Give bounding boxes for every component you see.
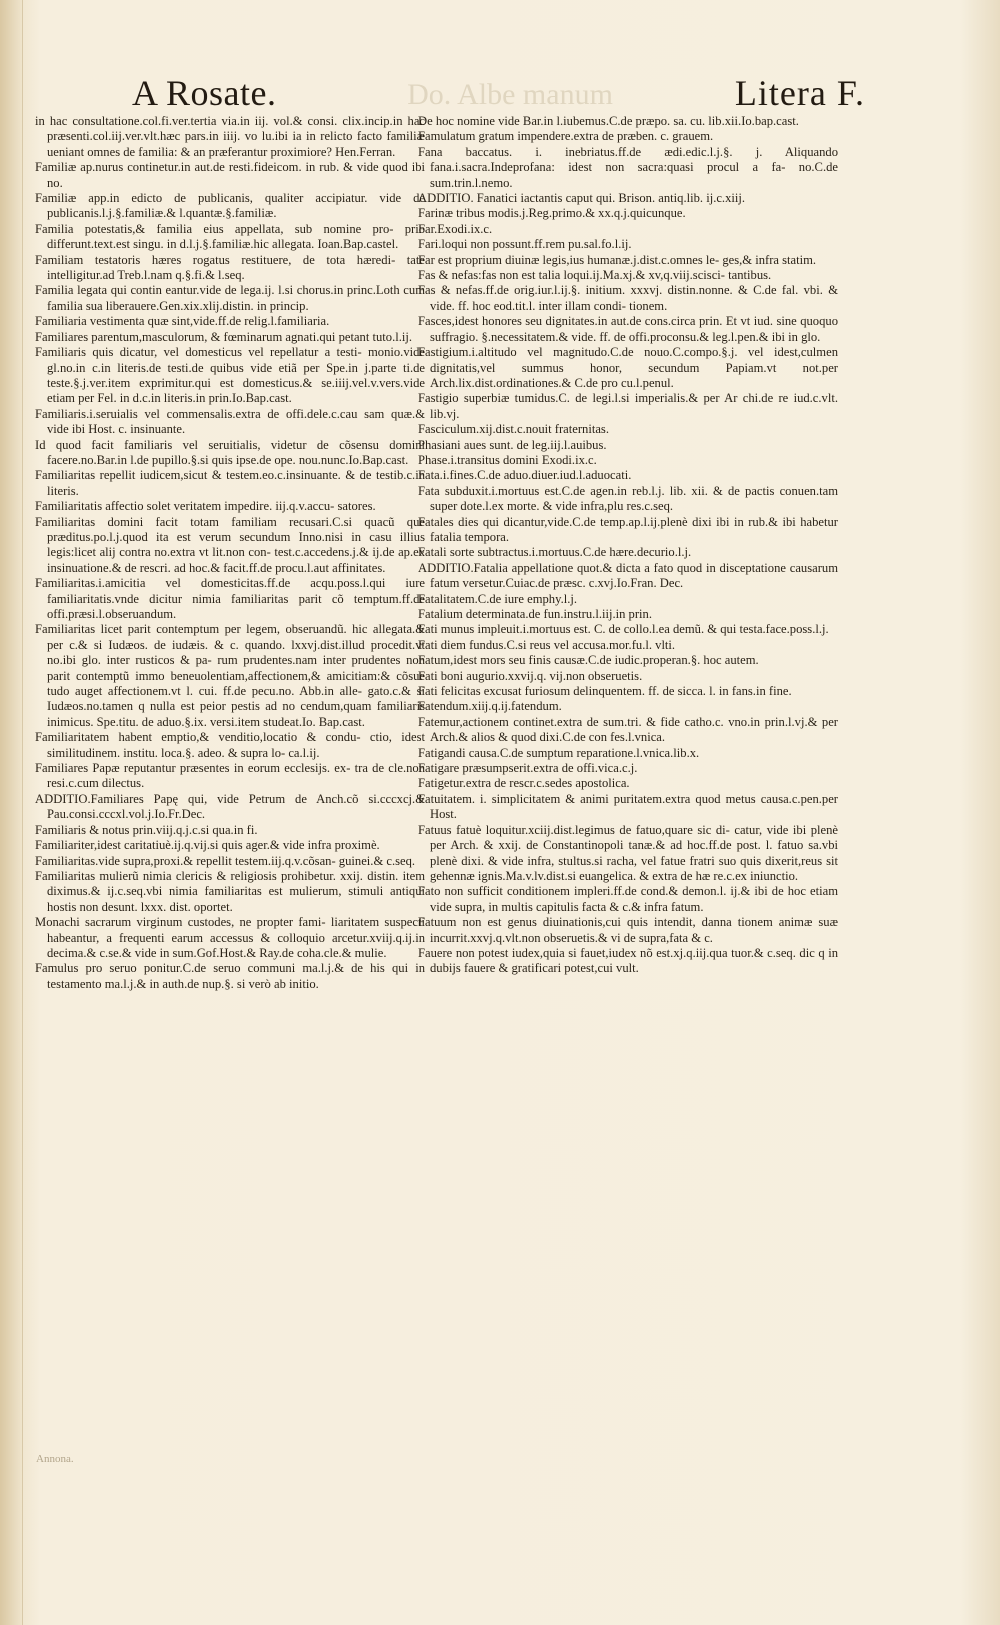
index-entry: De hoc nomine vide Bar.in l.iubemus.C.de præpo. sa. cu. lib.xii.Io.bap.cast. (418, 114, 799, 128)
index-entry: in hac consultatione.col.fi.ver.tertia via.in iij. vol.& consi. clix.incip.in hac præsenti.col.iij.ver.vlt.hæc pars.in iiij. vo lu.ibi ia in relicto facto familiæ ueniant omnes de familia: & an præferantur proximiore? Hen.Ferran. (35, 114, 425, 159)
index-entry: Phasiani aues sunt. de leg.iij.l.auibus. (418, 437, 607, 452)
index-entry: Fasciculum.xij.dist.c.nouit fraternitas. (418, 422, 609, 437)
page-gutter (0, 0, 23, 1625)
index-entry: Fatum,idest mors seu finis causæ.C.de iudic.properan.§. hoc autem. (418, 653, 759, 668)
index-entry: Familiaritatis affectio solet veritatem impedire. iij.q.v.accu- satores. (35, 499, 376, 514)
index-entry: Familiaritatem habent emptio,& venditio,locatio & condu- ctio, idest similitudinem. institu. loca.§. adeo. & supra lo- ca.l.ij. (35, 730, 425, 760)
index-entry: ADDITIO.Familiares Papę qui, vide Petrum de Anch.cõ si.cccxcj.& Pau.consi.cccxl.vol.j.Io.Fr.Dec. (35, 791, 425, 822)
index-entry: Fatigandi causa.C.de sumptum reparatione.l.vnica.lib.x. (418, 745, 700, 760)
left-column (35, 114, 425, 1504)
index-entry: Fas & nefas.ff.de orig.iur.l.ij.§. initium. xxxvj. distin.nonne. & C.de fal. vbi. & vide. ff. hoc eod.tit.l. inter illam condi- tionem. (418, 283, 838, 313)
running-head-left: A Rosate. (132, 73, 277, 113)
index-entry: Famulatum gratum impendere.extra de præben. c. grauem. (418, 129, 714, 144)
index-entry: Farinæ tribus modis.j.Reg.primo.& xx.q.j.quicunque. (418, 206, 686, 221)
index-entry: Fatali sorte subtractus.i.mortuus.C.de hære.decurio.l.j. (418, 545, 692, 560)
index-entry: Familiaritas mulierũ nimia clericis & religiosis prohibetur. xxij. distin. item diximus.& ij.c.seq.vbi nimia familiaritas est mulierum, stimuli antiqui hostis non desunt. lxxx. dist. oportet. (35, 868, 425, 914)
index-entry: ADDITIO. Fanatici iactantis caput qui. Brison. antiq.lib. ij.c.xiij. (418, 191, 746, 206)
index-entry: Fatales dies qui dicantur,vide.C.de temp.ap.l.ij.plenè dixi ibi in rub.& ibi habetur fatalia tempora. (418, 514, 838, 544)
index-entry: Fatigare præsumpserit.extra de offi.vica.c.j. (418, 761, 638, 776)
index-entry: Fatuum non est genus diuinationis,cui quis intendit, danna tionem animæ suæ incurrit.xxvj.q.vlt.non obseruetis.& vi de supra,fata & c. (418, 915, 838, 945)
index-entry: Fas & nefas:fas non est talia loqui.ij.Ma.xj.& xv,q.viij.scisci- tantibus. (418, 268, 772, 283)
bleed-through-text: Do. Albe manum (407, 78, 613, 111)
index-entry: Far.Exodi.ix.c. (418, 221, 493, 236)
index-entry: Familiæ ap.nurus continetur.in aut.de resti.fideicom. in rub. & vide quod ibi no. (35, 160, 425, 190)
index-entry: Fata subduxit.i.mortuus est.C.de agen.in reb.l.j. lib. xii. & de pactis conuen.tam super dote.l.ex morte. & vide infra,plu res.c.seq. (418, 483, 838, 514)
catchword: Annona. (36, 1453, 74, 1465)
right-column (418, 114, 838, 1504)
index-entry: Familiaris quis dicatur, vel domesticus vel repellatur a testi- monio.vide gl.no.in c.in literis.de testi.de quibus vide etiã per Spe.in j.parte ti.de teste.§.j.ver.item exprimitur.qui est domesticus.& se.iiij.vel.v.vers.vide etiam per Fel. in d.c.in literis.in prin.Io.Bap.cast. (35, 345, 425, 406)
index-entry: Familiaritas repellit iudicem,sicut & testem.eo.c.insinuante. & de testib.c.in literis. (35, 468, 425, 498)
index-entry: ADDITIO.Fatalia appellatione quot.& dicta a fato quod in disceptatione causarum fatum versetur.Cuiac.de præsc. c.xvj.Io.Fran. Dec. (418, 560, 838, 591)
index-entry: Fati diem fundus.C.si reus vel accusa.mor.fu.l. vlti. (418, 637, 676, 652)
index-entry: Familiaritas licet parit contemptum per legem, obseruandũ. hic allegata.& per c.& si Iudæos. de iudæis. & c. quando. lxxvj.dist.illud procedit.vt no.ibi glo. inter rusticos & pa- rum prudentes.nam inter prudentes non parit contemptũ immo beneuolentiam,affectionem,& amicitiam:& cõsue tudo auget affectionem.vt l. cui. ff.de pecu.no. Abb.in alle- gato.c.& si Iudæos.no.tamen q nulla est peior pestis ad no cendum,quam familiaris inimicus. Spe.titu. de aduo.§.ix. versi.item studeat.Io. Bap.cast. (35, 622, 425, 729)
index-entry: Familiares Papæ reputantur præsentes in eorum ecclesijs. ex- tra de cle.non resi.c.cum dilectus. (35, 761, 425, 791)
index-entry: Familiaritas.vide supra,proxi.& repellit testem.iij.q.v.cõsan- guinei.& c.seq. (35, 853, 416, 868)
index-entry: Fatuus fatuè loquitur.xciij.dist.legimus de fatuo,quare sic di- catur, vide ibi plenè per Arch. & xxij. de Constantinopoli tanæ.& ad hoc.ff.de post. l. fatuo sa.vbi plenè dixi. & vide infra, stultus.si racha, vel fatue fratri suo quis dixerit,reus sit gehennæ ignis.Ma.v.lv.dist.si euangelica. & extra de hæ re.c.ex iniunctio. (418, 822, 838, 883)
index-entry: Fastigium.i.altitudo vel magnitudo.C.de nouo.C.compo.§.j. vel idest,culmen dignitatis,vel summus honor, secundum Papiam.vt not.per Arch.lix.dist.ordinationes.& C.de pro cu.l.penul. (418, 345, 838, 390)
index-entry: Familiæ app.in edicto de publicanis, qualiter accipiatur. vide de publicanis.l.j.§.familiæ.& l.quantæ.§.familiæ. (35, 191, 425, 221)
index-entry: Fati munus impleuit.i.mortuus est. C. de collo.l.ea demũ. & qui testa.face.poss.l.j. (418, 622, 829, 637)
index-entry: Familiaritas domini facit totam familiam recusari.C.si quacũ que præditus.po.l.j.quod ita est verum secundum Inno.nisi in casu illius legis:licet alij contra no.extra vt lit.non con- test.c.accedens.j.& ij.de ap.ex insinuatione.& de rescri. ad hoc.& facit.ff.de procu.l.aut affinitates. (35, 514, 425, 575)
index-entry: Fatalium determinata.de fun.instru.l.iij.in prin. (418, 607, 652, 621)
index-entry: Fatendum.xiij.q.ij.fatendum. (418, 699, 562, 714)
index-entry: Fari.loqui non possunt.ff.rem pu.sal.fo.l.ij. (418, 237, 632, 252)
index-entry: Fasces,idest honores seu dignitates.in aut.de cons.circa prin. Et vt iud. sine quoquo suffragio. §.necessitatem.& vide. ff. de offi.proconsu.& leg.l.pen.& ibi in glo. (418, 314, 838, 344)
index-entry: Familiaris & notus prin.viij.q.j.c.si qua.in fi. (35, 822, 258, 837)
index-entry: Far est proprium diuinæ legis,ius humanæ.j.dist.c.omnes le- ges,& infra statim. (418, 252, 817, 267)
index-entry: Fatuitatem. i. simplicitatem & animi puritatem.extra quod metus causa.c.pen.per Host. (418, 791, 838, 822)
index-entry: Familiaritas.i.amicitia vel domesticitas.ff.de acqu.poss.l.qui iure familiaritatis.vnde dicitur nimia familiaritas parit cõ temptum.ff.de offi.præsi.l.obseruandum. (35, 576, 425, 621)
index-entry: Familia potestatis,& familia eius appellata, sub nomine pro- prio differunt.text.est singu. in d.l.j.§.familiæ.hic allegata. Ioan.Bap.castel. (35, 221, 425, 252)
index-entry: Fata.i.fines.C.de aduo.diuer.iud.l.aduocati. (418, 468, 632, 483)
index-entry: Fati felicitas excusat furiosum delinquentem. ff. de sicca. l. in fans.in fine. (418, 684, 792, 699)
running-head-right: Litera F. (734, 73, 865, 113)
index-entry: Familiares parentum,masculorum, & fœminarum agnati.qui petant tuto.l.ij. (35, 329, 413, 344)
index-entry: Monachi sacrarum virginum custodes, ne propter fami- liaritatem suspecti habeantur, a frequenti earum accessus & colloquio arcetur.xviij.q.ij.in decima.& c.se.& vide in sum.Gof.Host.& Ray.de coha.cle.& mulie. (35, 915, 425, 960)
index-entry: Familiaria vestimenta quæ sint,vide.ff.de relig.l.familiaria. (35, 314, 330, 329)
index-entry: Fatalitatem.C.de iure emphy.l.j. (418, 591, 578, 606)
index-entry: Familiariter,idest caritatiuè.ij.q.vij.si quis ager.& vide infra proximè. (35, 838, 380, 853)
index-entry: Familiaris.i.seruialis vel commensalis.extra de offi.dele.c.cau sam quæ.& vide ibi Host. c. insinuante. (35, 406, 425, 437)
index-entry: Fastigio superbiæ tumidus.C. de legi.l.si imperialis.& per Ar chi.de re iud.c.vlt. lib.vj. (418, 391, 838, 421)
index-entry: Fana baccatus. i. inebriatus.ff.de ædi.edic.l.j.§. j. Aliquando fana.i.sacra.Indeprofana: idest non sacra:quasi procul a fa- no.C.de sum.trin.l.nemo. (418, 144, 838, 190)
index-entry: Fatemur,actionem continet.extra de sum.tri. & fide catho.c. vno.in prin.l.vj.& per Arch.& alios & quod dixi.C.de con fes.l.vnica. (418, 714, 838, 745)
index-entry: Fato non sufficit conditionem impleri.ff.de cond.& demon.l. ij.& ibi de hoc etiam vide supra, in multis capitulis facta & c.& infra fatum. (418, 884, 838, 914)
index-entry: Fatigetur.extra de rescr.c.sedes apostolica. (418, 776, 630, 791)
index-entry: Phase.i.transitus domini Exodi.ix.c. (418, 452, 597, 467)
index-entry: Fati boni augurio.xxvij.q. vij.non obseruetis. (418, 668, 643, 683)
index-entry: Fauere non potest iudex,quia si fauet,iudex nõ est.xj.q.iij.qua tuor.& c.seq. dic q in dubijs fauere & gratificari potest,cui vult. (418, 945, 838, 976)
index-entry: Famulus pro seruo ponitur.C.de seruo communi ma.l.j.& de his qui in testamento ma.l.j.& in auth.de nup.§. si verò ab initio. (35, 961, 425, 991)
index-entry: Id quod facit familiaris vel seruitialis, videtur de cõsensu domini facere.no.Bar.in l.de pupillo.§.si quis ipse.de ope. nou.nunc.Io.Bap.cast. (35, 437, 425, 467)
index-entry: Familiam testatoris hæres rogatus restituere, de tota hæredi- tate intelligitur.ad Treb.l.nam q.§.fi.& l.seq. (35, 252, 425, 283)
index-entry: Familia legata qui contin eantur.vide de lega.ij. l.si chorus.in princ.Loth cum familia sua liberauere.Gen.xix.xlij.distin. in princip. (35, 283, 425, 313)
